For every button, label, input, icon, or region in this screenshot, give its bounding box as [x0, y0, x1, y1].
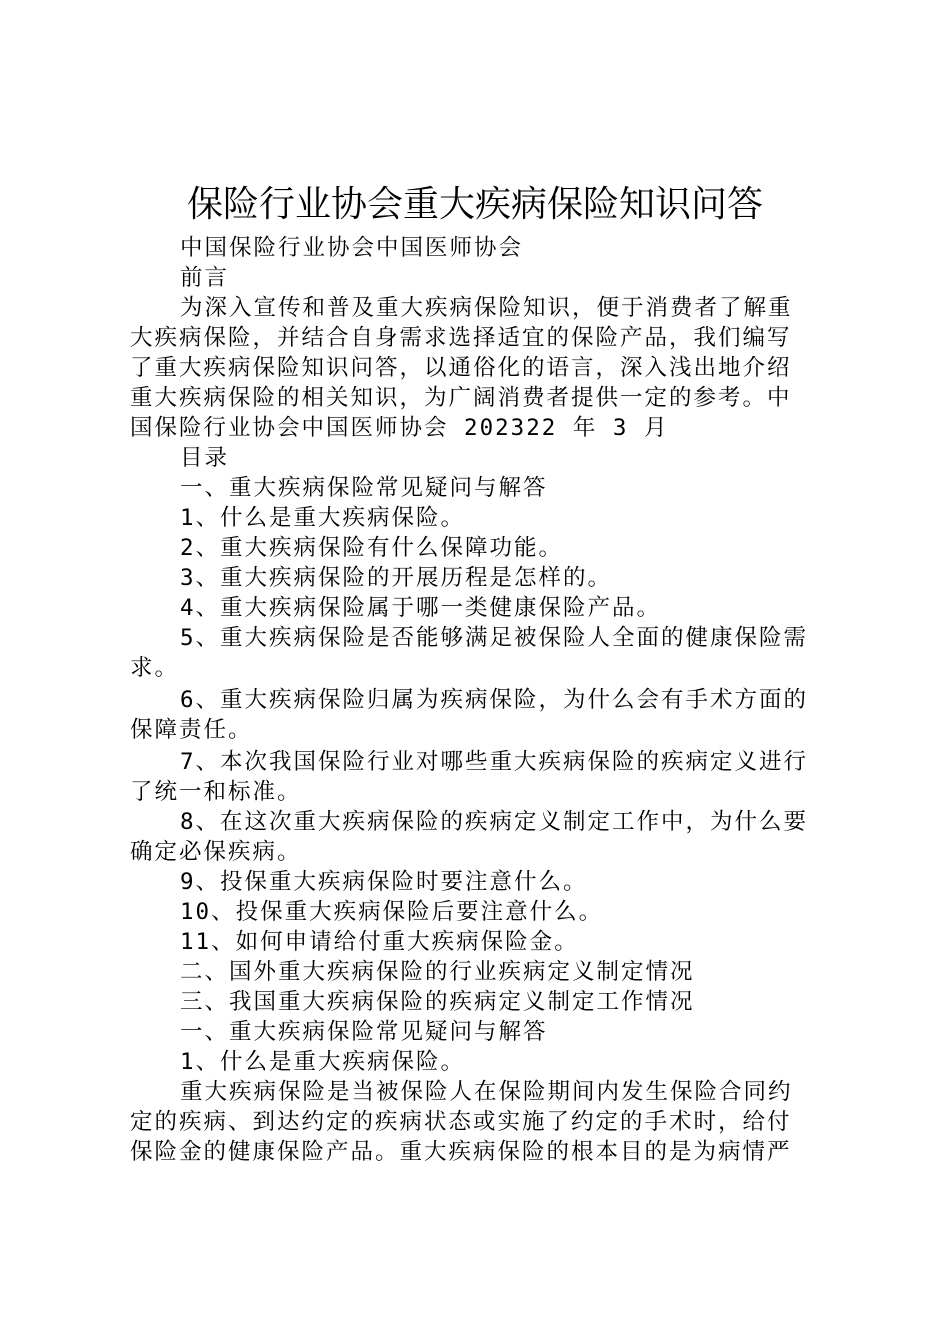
document-title: 保险行业协会重大疾病保险知识问答: [186, 184, 763, 225]
text-line: 目录: [180, 445, 230, 471]
text-line: 求。: [130, 655, 180, 681]
text-line: 6、重大疾病保险归属为疾病保险，为什么会有手术方面的: [180, 687, 809, 713]
text-line: 保险金的健康保险产品。重大疾病保险的根本目的是为病情严: [130, 1139, 792, 1165]
text-line: 保障责任。: [130, 717, 253, 743]
text-line: 一、重大疾病保险常见疑问与解答: [180, 475, 548, 501]
text-line: 三、我国重大疾病保险的疾病定义制定工作情况: [180, 989, 695, 1015]
document-body: [130, 233, 830, 1167]
text-line: 了统一和标准。: [130, 779, 302, 805]
text-line: 大疾病保险，并结合自身需求选择适宜的保险产品，我们编写: [130, 325, 792, 351]
text-line: 重大疾病保险的相关知识，为广阔消费者提供一定的参考。中: [130, 385, 792, 411]
text-line: 10、投保重大疾病保险后要注意什么。: [180, 899, 604, 925]
text-line: 2、重大疾病保险有什么保障功能。: [180, 535, 564, 561]
text-line: 一、重大疾病保险常见疑问与解答: [180, 1019, 548, 1045]
text-line: 前言: [180, 265, 230, 291]
text-line: 中国保险行业协会中国医师协会: [180, 235, 524, 261]
text-line: 确定必保疾病。: [130, 839, 302, 865]
text-line: 9、投保重大疾病保险时要注意什么。: [180, 869, 588, 895]
text-line: 1、什么是重大疾病保险。: [180, 1049, 466, 1075]
text-line: 为深入宣传和普及重大疾病保险知识，便于消费者了解重: [180, 295, 793, 321]
text-line: 4、重大疾病保险属于哪一类健康保险产品。: [180, 595, 662, 621]
text-line: 5、重大疾病保险是否能够满足被保险人全面的健康保险需: [180, 625, 809, 651]
text-line: 国保险行业协会中国医师协会 202322 年 3 月: [130, 415, 669, 441]
text-line: 二、国外重大疾病保险的行业疾病定义制定情况: [180, 959, 695, 985]
text-line: 3、重大疾病保险的开展历程是怎样的。: [180, 565, 613, 591]
text-line: 重大疾病保险是当被保险人在保险期间内发生保险合同约: [180, 1079, 793, 1105]
text-line: 8、在这次重大疾病保险的疾病定义制定工作中，为什么要: [180, 809, 809, 835]
text-line: 了重大疾病保险知识问答，以通俗化的语言，深入浅出地介绍: [130, 355, 792, 381]
text-line: 7、本次我国保险行业对哪些重大疾病保险的疾病定义进行: [180, 749, 809, 775]
text-line: 定的疾病、到达约定的疾病状态或实施了约定的手术时，给付: [130, 1109, 792, 1135]
text-line: 11、如何申请给付重大疾病保险金。: [180, 929, 579, 955]
text-line: 1、什么是重大疾病保险。: [180, 505, 466, 531]
